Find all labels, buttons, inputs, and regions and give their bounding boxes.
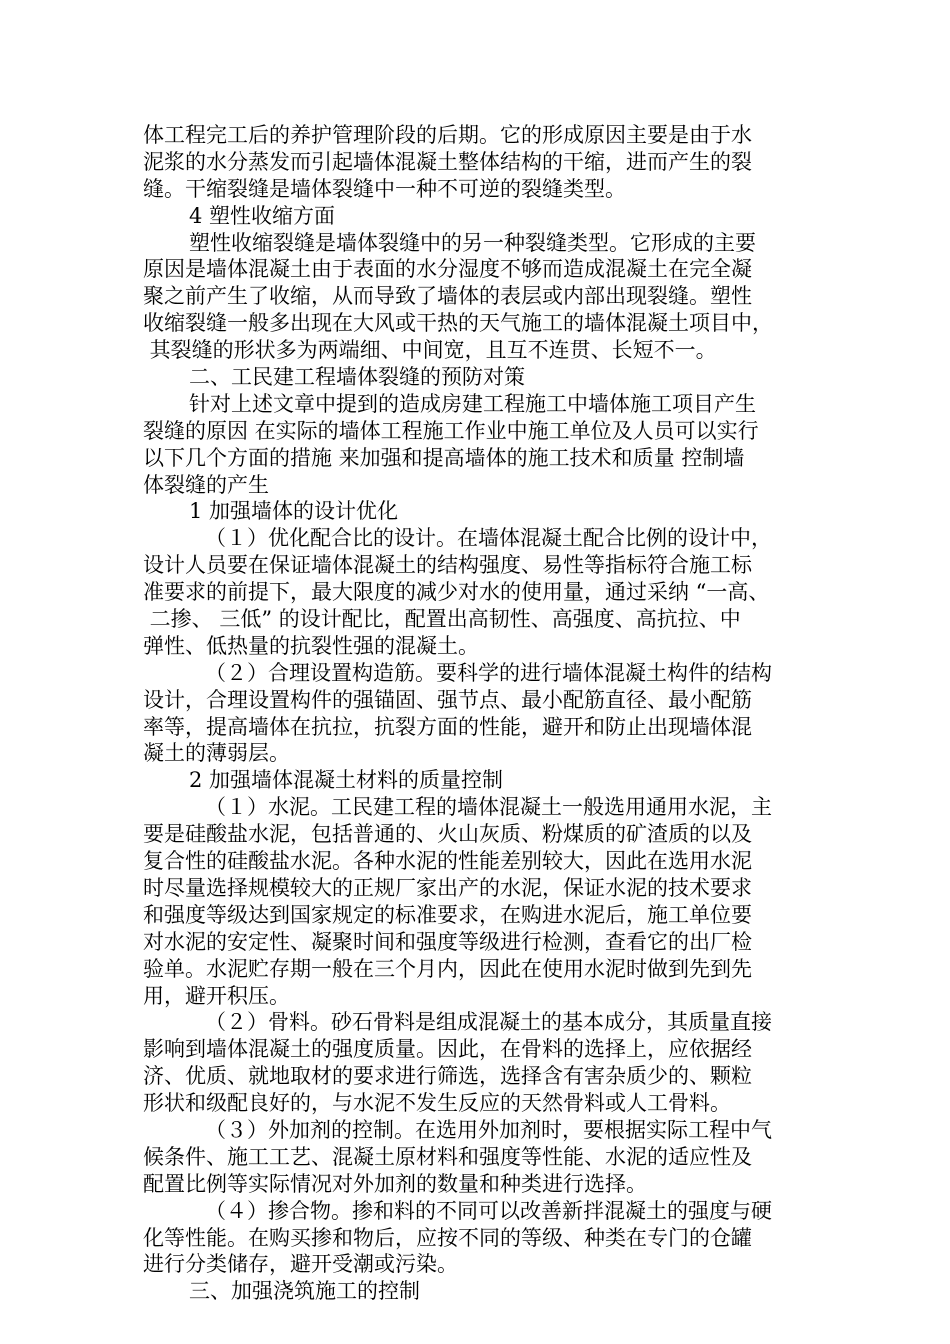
- text-line: 要是硅酸盐水泥，包括普通的、火山灰质、粉煤质的矿渣质的以及: [143, 822, 752, 847]
- text-line: 济、优质、就地取材的要求进行筛选，选择含有害杂质少的、颗粒: [143, 1064, 752, 1089]
- text-line: 准要求的前提下，最大限度的减少对水的使用量，通过采纳 “一高、: [143, 580, 770, 605]
- text-line: 复合性的硅酸盐水泥。各种水泥的性能差别较大，因此在选用水泥: [143, 849, 752, 874]
- text-line: 针对上述文章中提到的造成房建工程施工中墙体施工项目产生: [189, 391, 756, 416]
- text-line: 进行分类储存，避开受潮或污染。: [143, 1252, 458, 1277]
- text-line: 候条件、施工工艺、混凝土原材料和强度等性能、水泥的适应性及: [143, 1144, 752, 1169]
- text-line: 凝土的薄弱层。: [143, 741, 290, 766]
- text-line: 对水泥的安定性、凝聚时间和强度等级进行检测，查看它的出厂检: [143, 929, 752, 954]
- text-line: 以下几个方面的措施 来加强和提高墙体的施工技术和质量 控制墙: [143, 445, 745, 470]
- text-line: 时尽量选择规模较大的正规厂家出产的水泥，保证水泥的技术要求: [143, 875, 752, 900]
- text-line: 其裂缝的形状多为两端细、中间宽，且互不连贯、长短不一。: [143, 338, 717, 363]
- text-line: （１）水泥。工民建工程的墙体混凝土一般选用通用水泥，主: [205, 795, 772, 820]
- text-line: 塑性收缩裂缝是墙体裂缝中的另一种裂缝类型。它形成的主要: [189, 230, 756, 255]
- text-line: 设计，合理设置构件的强锚固、强节点、最小配筋直径、最小配筋: [143, 687, 752, 712]
- text-line: 体裂缝的产生: [143, 472, 269, 497]
- text-line: （２）合理设置构造筋。要科学的进行墙体混凝土构件的结构: [205, 660, 772, 685]
- text-line: （１）优化配合比的设计。在墙体混凝土配合比例的设计中，: [205, 526, 772, 551]
- text-line: 验单。水泥贮存期一般在三个月内，因此在使用水泥时做到先到先: [143, 956, 752, 981]
- text-line: 二、工民建工程墙体裂缝的预防对策: [189, 365, 525, 390]
- text-line: 弹性、低热量的抗裂性强的混凝土。: [143, 633, 479, 658]
- text-line: 三、加强浇筑施工的控制: [189, 1279, 420, 1304]
- text-line: 聚之前产生了收缩，从而导致了墙体的表层或内部出现裂缝。塑性: [143, 284, 752, 309]
- text-line: 化等性能。在购买掺和物后，应按不同的等级、种类在专门的仓罐: [143, 1225, 752, 1250]
- text-line: 体工程完工后的养护管理阶段的后期。它的形成原因主要是由于水: [143, 123, 752, 147]
- text-line: 形状和级配良好的，与水泥不发生反应的天然骨料或人工骨料。: [143, 1091, 731, 1116]
- text-line: 2 加强墙体混凝土材料的质量控制: [189, 768, 504, 793]
- text-line: 设计人员要在保证墙体混凝土的结构强度、易性等指标符合施工标: [143, 553, 752, 578]
- text-line: （３）外加剂的控制。在选用外加剂时，要根据实际工程中气: [205, 1117, 772, 1142]
- text-line: 和强度等级达到国家规定的标准要求，在购进水泥后，施工单位要: [143, 902, 752, 927]
- text-line: 缝。干缩裂缝是墙体裂缝中一种不可逆的裂缝类型。: [143, 176, 626, 201]
- text-line: 收缩裂缝一般多出现在大风或干热的天气施工的墙体混凝土项目中，: [143, 311, 773, 336]
- text-line: 影响到墙体混凝土的强度质量。因此，在骨料的选择上，应依据经: [143, 1037, 752, 1062]
- text-line: 配置比例等实际情况对外加剂的数量和种类进行选择。: [143, 1171, 647, 1196]
- text-line: （４）掺合物。掺和料的不同可以改善新拌混凝土的强度与硬: [205, 1198, 772, 1223]
- text-line: 1 加强墙体的设计优化: [189, 499, 399, 524]
- text-line: 用，避开积压。: [143, 983, 290, 1008]
- text-line: 泥浆的水分蒸发而引起墙体混凝土整体结构的干缩，进而产生的裂: [143, 149, 752, 174]
- text-line: 裂缝的原因 在实际的墙体工程施工作业中施工单位及人员可以实行: [143, 418, 759, 443]
- text-line: （２）骨料。砂石骨料是组成混凝土的基本成分，其质量直接: [205, 1010, 772, 1035]
- text-line: 4 塑性收缩方面: [189, 203, 336, 228]
- text-line: 二掺、 三低” 的设计配比，配置出高韧性、高强度、高抗拉、中: [143, 607, 741, 632]
- text-line: 原因是墙体混凝土由于表面的水分湿度不够而造成混凝土在完全凝: [143, 257, 752, 282]
- text-line: 率等，提高墙体在抗拉，抗裂方面的性能，避开和防止出现墙体混: [143, 714, 752, 739]
- body-text: [143, 122, 819, 1305]
